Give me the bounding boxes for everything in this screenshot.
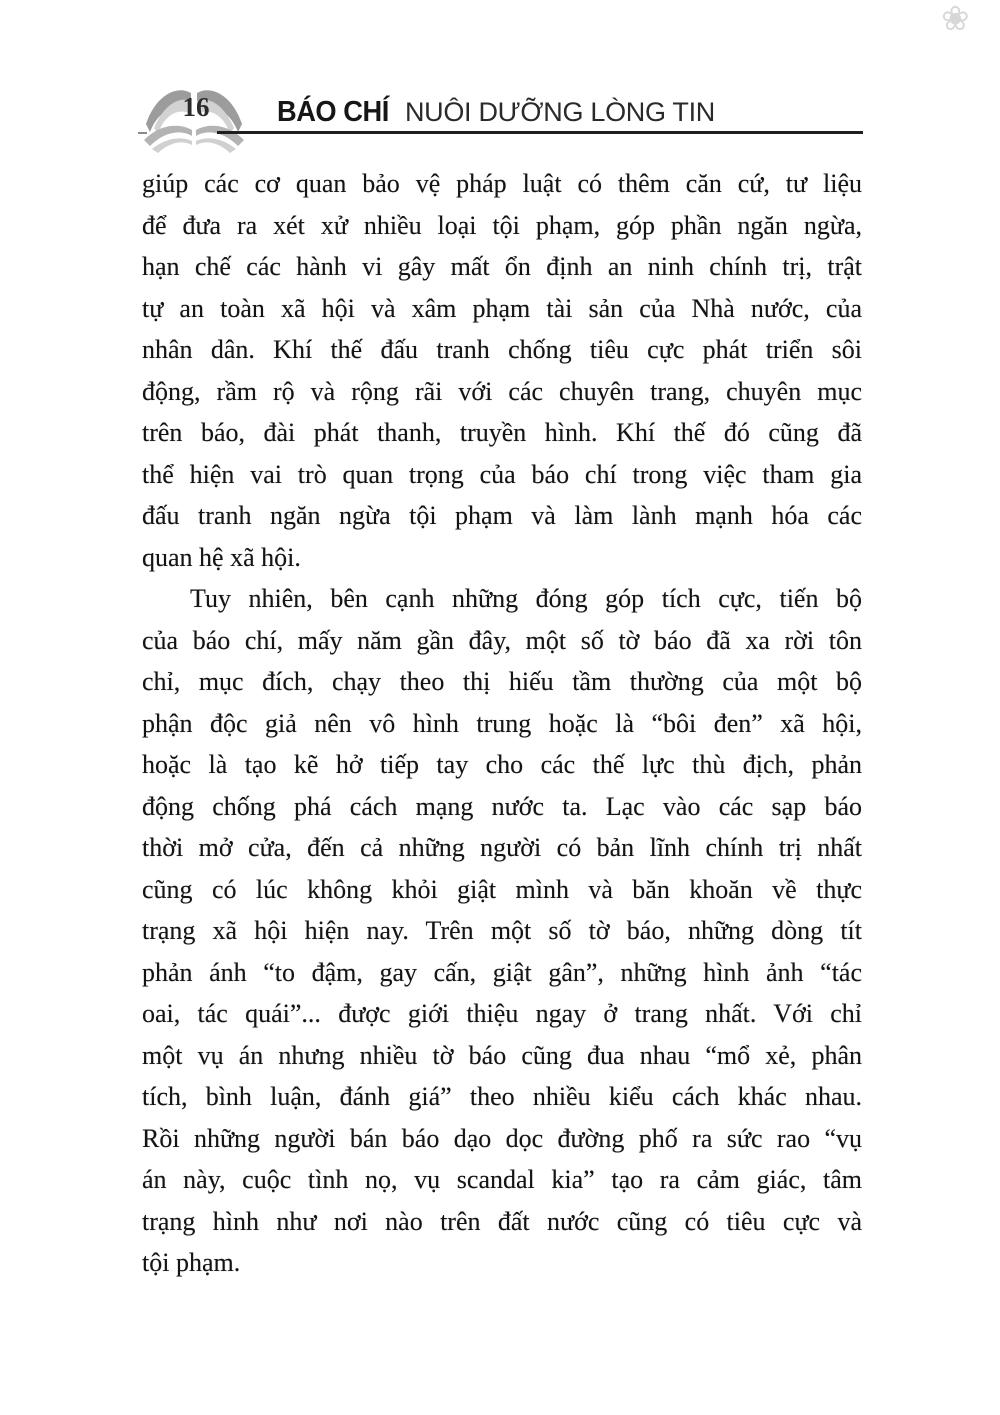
text-line: thời mở cửa, đến cả những người có bản lĩnh chính trị nhất [142,833,862,862]
page-number: 16 [182,92,210,122]
text-line: tự an toàn xã hội và xâm phạm tài sản của Nhà nước, của [142,293,862,323]
running-title [277,96,715,129]
text-line: giúp các cơ quan bảo vệ pháp luật có thêm căn cứ, tư liệu [142,169,862,198]
text-line: chỉ, mục đích, chạy theo thị hiếu tầm thường của một bộ [142,667,862,696]
text-line: Rồi những người bán báo dạo dọc đường phố ra sức rao “vụ [142,1123,862,1153]
text-line: nhân dân. Khí thế đấu tranh chống tiêu cực phát triển sôi [142,335,862,364]
text-line: của báo chí, mấy năm gần đây, một số tờ báo đã xa rời tôn [142,625,862,655]
text-line: động, rầm rộ và rộng rãi với các chuyên trang, chuyên mục [142,376,862,406]
header-rule-left [138,132,147,134]
text-line: hoặc là tạo kẽ hở tiếp tay cho các thế lực thù địch, phản [142,750,862,779]
text-line: một vụ án nhưng nhiều tờ báo cũng đua nhau “mổ xẻ, phân [142,1040,862,1070]
paragraph [142,578,862,1284]
text-line: tích, bình luận, đánh giá” theo nhiều kiểu cách khác nhau. [142,1082,862,1111]
text-line: án này, cuộc tình nọ, vụ scandal kia” tạo ra cảm giác, tâm [142,1165,862,1194]
text-line: phận độc giả nên vô hình trung hoặc là “bôi đen” xã hội, [142,708,862,738]
text-line: hạn chế các hành vi gây mất ổn định an ninh chính trị, trật [142,252,862,281]
text-line: phản ánh “to đậm, gay cấn, giật gân”, những hình ảnh “tác [142,957,862,987]
running-title-bold: BÁO CHÍ [277,96,389,128]
header-rule [217,131,863,134]
text-line: trạng xã hội hiện nay. Trên một số tờ báo, những dòng tít [142,916,862,945]
text-line: Tuy nhiên, bên cạnh những đóng góp tích cực, tiến bộ [190,584,862,613]
text-line: đấu tranh ngăn ngừa tội phạm và làm lành mạnh hóa các [142,501,862,530]
text-line: quan hệ xã hội. [142,542,301,572]
text-line: động chống phá cách mạng nước ta. Lạc vào các sạp báo [142,791,862,821]
paragraph [142,163,862,578]
body-text [142,163,862,1284]
text-line: thể hiện vai trò quan trọng của báo chí trong việc tham gia [142,459,862,489]
running-title-regular: NUÔI DƯỠNG LÒNG TIN [404,97,715,127]
text-line: oai, tác quái”... được giới thiệu ngay ở trang nhất. Với chỉ [142,999,862,1028]
text-line: tội phạm. [142,1248,241,1277]
text-line: trên báo, đài phát thanh, truyền hình. Khí thế đó cũng đã [142,418,862,447]
flower-ornament-icon: ❀ [941,0,970,39]
text-line: trạng hình như nơi nào trên đất nước cũng có tiêu cực và [142,1206,862,1236]
text-line: cũng có lúc không khỏi giật mình và băn khoăn về thực [142,874,862,904]
text-line: để đưa ra xét xử nhiều loại tội phạm, góp phần ngăn ngừa, [142,210,862,240]
